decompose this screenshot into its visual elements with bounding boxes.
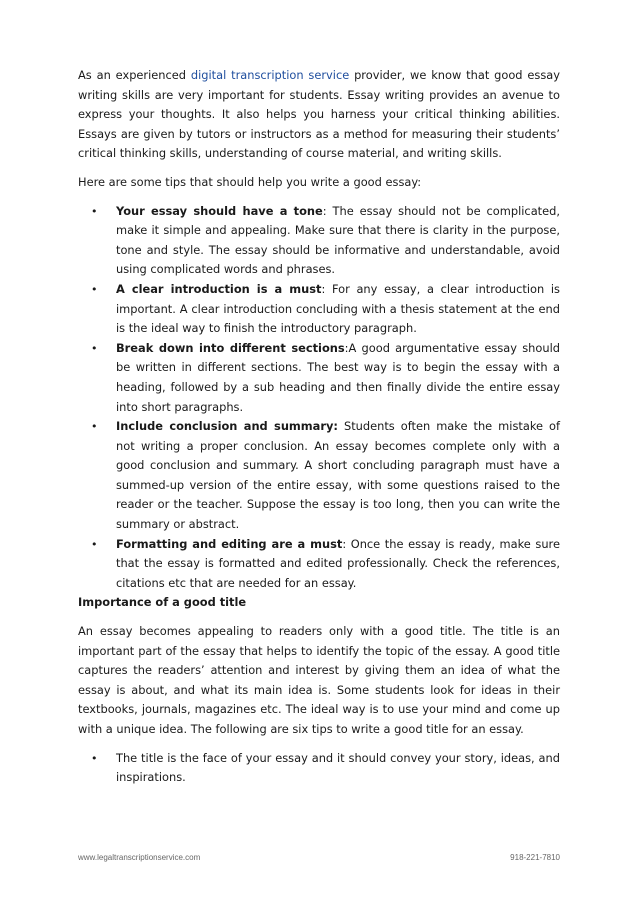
intro-paragraph: [78, 66, 560, 164]
bullet-icon: •: [91, 537, 98, 551]
tips-intro: Here are some tips that should help you write a good essay:: [78, 174, 422, 189]
list-item: [78, 535, 560, 594]
bullet-icon: •: [91, 282, 98, 296]
bullet-icon: •: [91, 420, 98, 434]
tip-title: Your essay should have a tone: [116, 203, 323, 218]
list-item: [78, 339, 560, 417]
document-page: [78, 66, 560, 788]
tip-body: : Once the essay is ready, make sure that the essay is formatted and edited professionally. Check the references, citations etc that are needed for an essay.: [116, 536, 560, 590]
digital-transcription-service-link[interactable]: digital transcription service: [190, 68, 350, 82]
list-item: [78, 202, 560, 280]
bullet-icon: •: [91, 341, 98, 355]
tip-title: Include conclusion and summary:: [116, 419, 338, 434]
footer-phone: 918-221-7810: [510, 853, 560, 862]
footer-website: www.legaltranscriptionservice.com: [78, 853, 201, 862]
list-item: [78, 280, 560, 339]
tip-title: Formatting and editing are a must: [116, 536, 343, 551]
tip-body: : The essay should not be complicated, make it simple and appealing. Make sure that there is clarity in the purpose, tone and style. The essay should be informative and understandable, avoid using complicated words and phrases.: [116, 203, 561, 277]
intro-text-end: provider, we know that good essay writing skills are very important for students. Essay writing provides an avenue to express your thoughts. It also helps you harness your critical thinking abilities. Essays are given by tutors or instructors as a method for measuring their students’ critical thinking skills, understanding of course material, and writing skills.: [78, 68, 560, 161]
bullet-icon: •: [91, 204, 98, 218]
tip-body: : For any essay, a clear introduction is important. A clear introduction concluding with a thesis statement at the end is the ideal way to finish the introductory paragraph.: [116, 281, 560, 336]
title-tips-list: [78, 749, 560, 788]
title-paragraph: An essay becomes appealing to readers only with a good title. The title is an important part of the essay that helps to identify the topic of the essay. A good title captures the readers’ attention and interest by giving them an idea of what the essay is about, and what its main idea is. Some students look for ideas in their textbooks, journals, magazines etc. The ideal way is to use your mind and come up with a unique idea. The following are six tips to write a good title for an essay.: [78, 624, 560, 736]
bullet-icon: •: [91, 751, 98, 765]
list-item: [78, 749, 560, 788]
title-tip-text: The title is the face of your essay and it should convey your story, ideas, and inspirations.: [116, 750, 560, 785]
tip-body: :A good argumentative essay should be written in different sections. The best way is to begin the essay with a heading, followed by a sub heading and then finally divide the entire essay into short paragraphs.: [116, 340, 560, 414]
tip-title: Break down into different sections: [116, 340, 345, 355]
intro-text-start: As an experienced: [78, 68, 191, 82]
tip-title: A clear introduction is a must: [116, 281, 322, 296]
tip-body: Students often make the mistake of not writing a proper conclusion. An essay becomes complete only with a good conclusion and summary. A short concluding paragraph must have a summed-up version of the entire essay, with some questions raised to the reader or the teacher. Suppose the essay is too long, then you can write the summary or abstract.: [116, 419, 560, 532]
section-heading: Importance of a good title: [78, 595, 247, 610]
essay-tips-list: [78, 202, 560, 594]
list-item: [78, 417, 560, 535]
